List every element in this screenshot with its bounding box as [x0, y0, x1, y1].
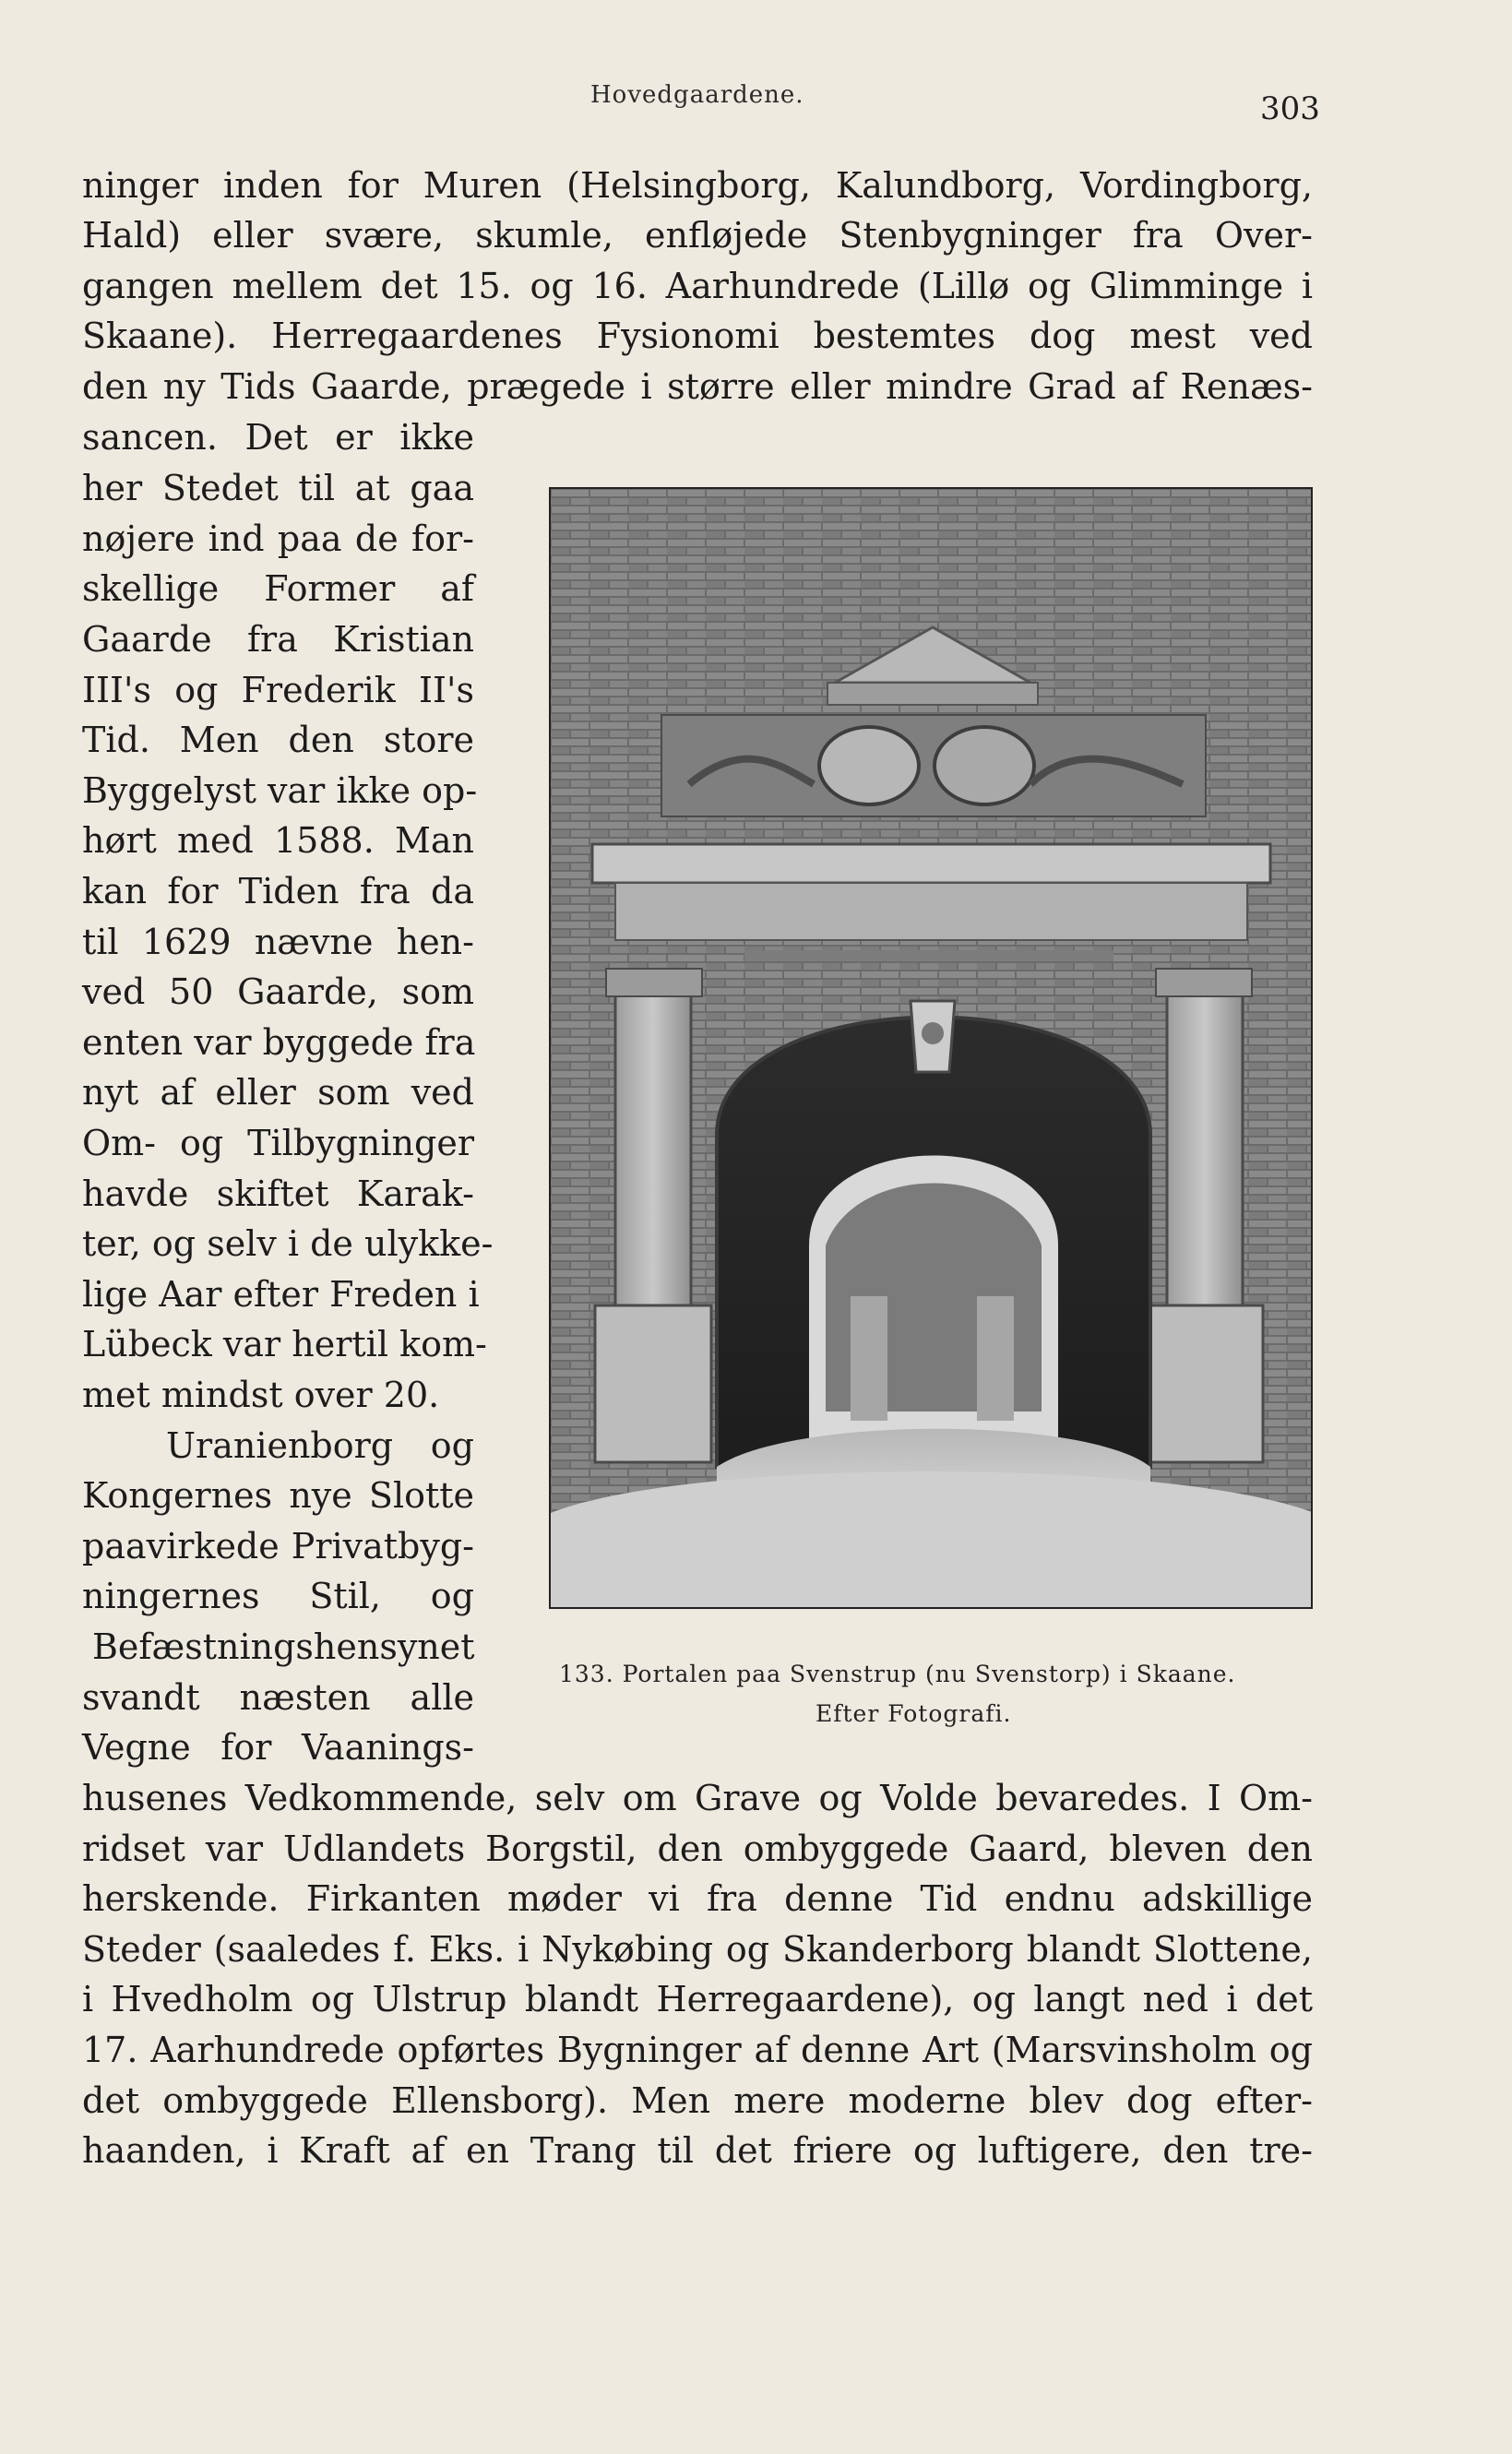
text-line: nøjere ind paa de for- — [82, 518, 474, 559]
pediment-base — [827, 683, 1038, 705]
text-line: til 1629 nævne hen- — [82, 922, 474, 962]
text-line: det ombyggede Ellensborg). Men mere moderne blev dog efter- — [82, 2080, 1313, 2121]
text-line: Hald) eller svære, skumle, enfløjede Stenbygninger fra Over- — [82, 215, 1313, 256]
text-line: 17. Aarhundrede opførtes Bygninger af denne Art (Marsvinsholm og — [82, 2030, 1313, 2070]
text-line: Vegne for Vaanings- — [82, 1727, 474, 1768]
text-line: Tid. Men den store — [82, 720, 474, 760]
figure-source: Efter Fotografi. — [816, 1700, 1012, 1727]
text-line: havde skiftet Karak- — [82, 1173, 474, 1214]
text-line: lige Aar efter Freden i — [82, 1274, 480, 1315]
left-crest — [819, 727, 919, 804]
right-pedestal — [1147, 1305, 1263, 1462]
text-line: ter, og selv i de ulykke- — [82, 1223, 494, 1264]
foreground-ground — [551, 1471, 1313, 1609]
text-line: nyt af eller som ved — [82, 1072, 474, 1113]
figure-caption: 133. Portalen paa Svenstrup (nu Svenstorp) i Skaane. — [559, 1661, 1236, 1687]
text-line: sancen. Det er ikke — [82, 417, 474, 458]
text-line: ningernes Stil, og — [82, 1576, 474, 1616]
text-line: Byggelyst var ikke op- — [82, 770, 478, 811]
text-line: den ny Tids Gaarde, prægede i større eller mindre Grad af Renæs- — [82, 366, 1313, 407]
text-line: skellige Former af — [82, 568, 474, 609]
right-crest — [935, 727, 1034, 804]
text-line: her Stedet til at gaa — [82, 468, 474, 508]
text-line: herskende. Firkanten møder vi fra denne Tid endnu adskillige — [82, 1878, 1313, 1919]
upper-cornice — [592, 844, 1270, 883]
text-line: svandt næsten alle — [82, 1677, 474, 1718]
left-gatepost — [851, 1296, 887, 1421]
right-column — [1167, 992, 1243, 1305]
keystone-face — [922, 1022, 944, 1044]
right-gatepost — [977, 1296, 1014, 1421]
right-capital — [1156, 969, 1252, 996]
text-line: Kongernes nye Slotte — [82, 1475, 474, 1516]
text-line: Steder (saaledes f. Eks. i Nykøbing og Skanderborg blandt Slottene, — [82, 1929, 1313, 1970]
text-line: met mindst over 20. — [82, 1375, 440, 1415]
running-head: Hovedgaardene. — [590, 81, 804, 109]
text-line: Gaarde fra Kristian — [82, 619, 474, 660]
text-line: husenes Vedkommende, selv om Grave og Volde bevaredes. I Om- — [82, 1778, 1313, 1818]
decorative-band — [744, 950, 1113, 961]
text-line: Lübeck var hertil kom- — [82, 1324, 487, 1364]
left-capital — [606, 969, 702, 996]
text-line: ninger inden for Muren (Helsingborg, Kalundborg, Vordingborg, — [82, 165, 1313, 206]
text-line: III's og Frederik II's — [82, 670, 474, 710]
entablature — [615, 883, 1247, 940]
text-line: i Hvedholm og Ulstrup blandt Herregaardene), og langt ned i det — [82, 1979, 1313, 2019]
text-line: hørt med 1588. Man — [82, 820, 474, 861]
text-line: gangen mellem det 15. og 16. Aarhundrede (Lillø og Glimminge i — [82, 266, 1313, 306]
text-line: paavirkede Privatbyg- — [82, 1526, 474, 1567]
text-line: Uranienborg og — [166, 1425, 474, 1466]
text-line: haanden, i Kraft af en Trang til det friere og luftigere, den tre- — [82, 2130, 1313, 2171]
text-line: ridset var Udlandets Borgstil, den ombyggede Gaard, bleven den — [82, 1829, 1313, 1869]
portal-photograph — [549, 487, 1313, 1609]
portal-illustration — [551, 489, 1313, 1609]
left-column — [615, 992, 691, 1305]
text-line: enten var byggede fra — [82, 1022, 476, 1063]
text-line: ved 50 Gaarde, som — [82, 971, 474, 1012]
text-line: kan for Tiden fra da — [82, 871, 474, 911]
text-line: Skaane). Herregaardenes Fysionomi bestemtes dog mest ved — [82, 316, 1313, 356]
page-number: 303 — [1260, 90, 1320, 127]
text-line: Befæstningshensynet — [92, 1626, 475, 1667]
left-pedestal — [595, 1305, 711, 1462]
text-line: Om- og Tilbygninger — [82, 1123, 474, 1163]
